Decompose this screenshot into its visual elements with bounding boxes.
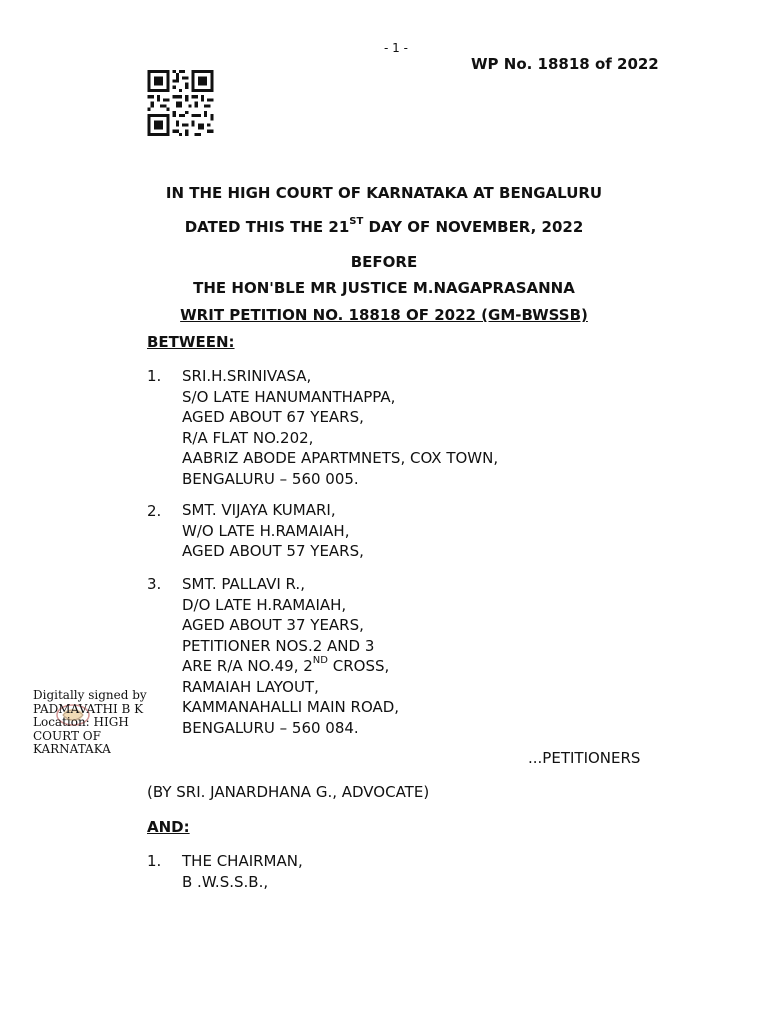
petitioner-3-line: SMT. PALLAVI R., [182, 575, 305, 593]
signature-line: KARNATAKA [33, 742, 111, 756]
signature-line: PADMAVATHI B K [33, 701, 144, 716]
dated-line [0, 218, 768, 236]
signature-line: Location: HIGH [33, 715, 129, 729]
petitioner-3-line: AGED ABOUT 37 YEARS, [182, 616, 364, 634]
case-reference: WP No. 18818 of 2022 [471, 55, 659, 73]
signature-line: Digitally signed by [33, 688, 147, 702]
petitioners-label: ...PETITIONERS [528, 749, 641, 767]
respondent-1-details [182, 851, 303, 892]
petitioner-3-details [182, 574, 399, 738]
petitioner-1-details [182, 366, 498, 489]
petitioner-3-line: D/O LATE H.RAMAIAH, [182, 595, 347, 614]
petitioner-3-line: RAMAIAH LAYOUT, [182, 677, 319, 696]
petitioner-2-line: AGED ABOUT 57 YEARS, [182, 542, 364, 560]
petitioner-2-number: 2. [147, 502, 162, 520]
digital-signature [33, 689, 158, 757]
judge-name: THE HON'BLE MR JUSTICE M.NAGAPRASANNA [193, 279, 575, 297]
advocate-line: (BY SRI. JANARDHANA G., ADVOCATE) [147, 783, 430, 801]
petition-title: WRIT PETITION NO. 18818 OF 2022 (GM-BWSSB) [180, 306, 588, 324]
dated-suffix: ST [349, 216, 364, 227]
and-label: AND: [147, 818, 190, 836]
petitioner-1-line: AGED ABOUT 67 YEARS, [182, 408, 364, 426]
respondent-1-line: B .W.S.S.B., [182, 872, 269, 891]
before-heading: BEFORE [350, 253, 418, 271]
petitioner-2-line: W/O LATE H.RAMAIAH, [182, 521, 350, 540]
respondent-1-number: 1. [147, 852, 162, 870]
dated-prefix: DATED THIS THE 21 [184, 218, 350, 236]
address-rest: CROSS, [327, 657, 390, 675]
dated-rest: DAY OF NOVEMBER, 2022 [363, 218, 584, 236]
petitioner-1-line: SRI.H.SRINIVASA, [182, 367, 312, 385]
between-label: BETWEEN: [147, 333, 235, 351]
petitioner-3-line: BENGALURU – 560 084. [182, 718, 359, 737]
petitioner-1-line: AABRIZ ABODE APARTMNETS, COX TOWN, [182, 449, 499, 467]
signature-line: COURT OF [33, 728, 101, 743]
petitioner-3-line: KAMMANAHALLI MAIN ROAD, [182, 698, 400, 716]
petitioner-2-line: SMT. VIJAYA KUMARI, [182, 501, 336, 519]
petitioner-2-details [182, 500, 364, 562]
page-number: - 1 - [384, 41, 408, 55]
petitioner-3-line: PETITIONER NOS.2 AND 3 [182, 636, 375, 655]
petitioner-3-number: 3. [147, 575, 162, 593]
petitioner-1-line: BENGALURU – 560 005. [182, 469, 359, 488]
qr-code-icon [147, 70, 214, 136]
respondent-1-line: THE CHAIRMAN, [182, 852, 303, 870]
petitioner-1-line: R/A FLAT NO.202, [182, 428, 314, 447]
petitioner-1-number: 1. [147, 367, 162, 385]
address-prefix: ARE R/A NO.49, 2 [182, 657, 313, 675]
address-suffix: ND [312, 655, 328, 666]
petitioner-3-address-line [182, 656, 399, 677]
court-title: IN THE HIGH COURT OF KARNATAKA AT BENGALURU [165, 184, 603, 202]
petitioner-1-line: S/O LATE HANUMANTHAPPA, [182, 387, 396, 406]
